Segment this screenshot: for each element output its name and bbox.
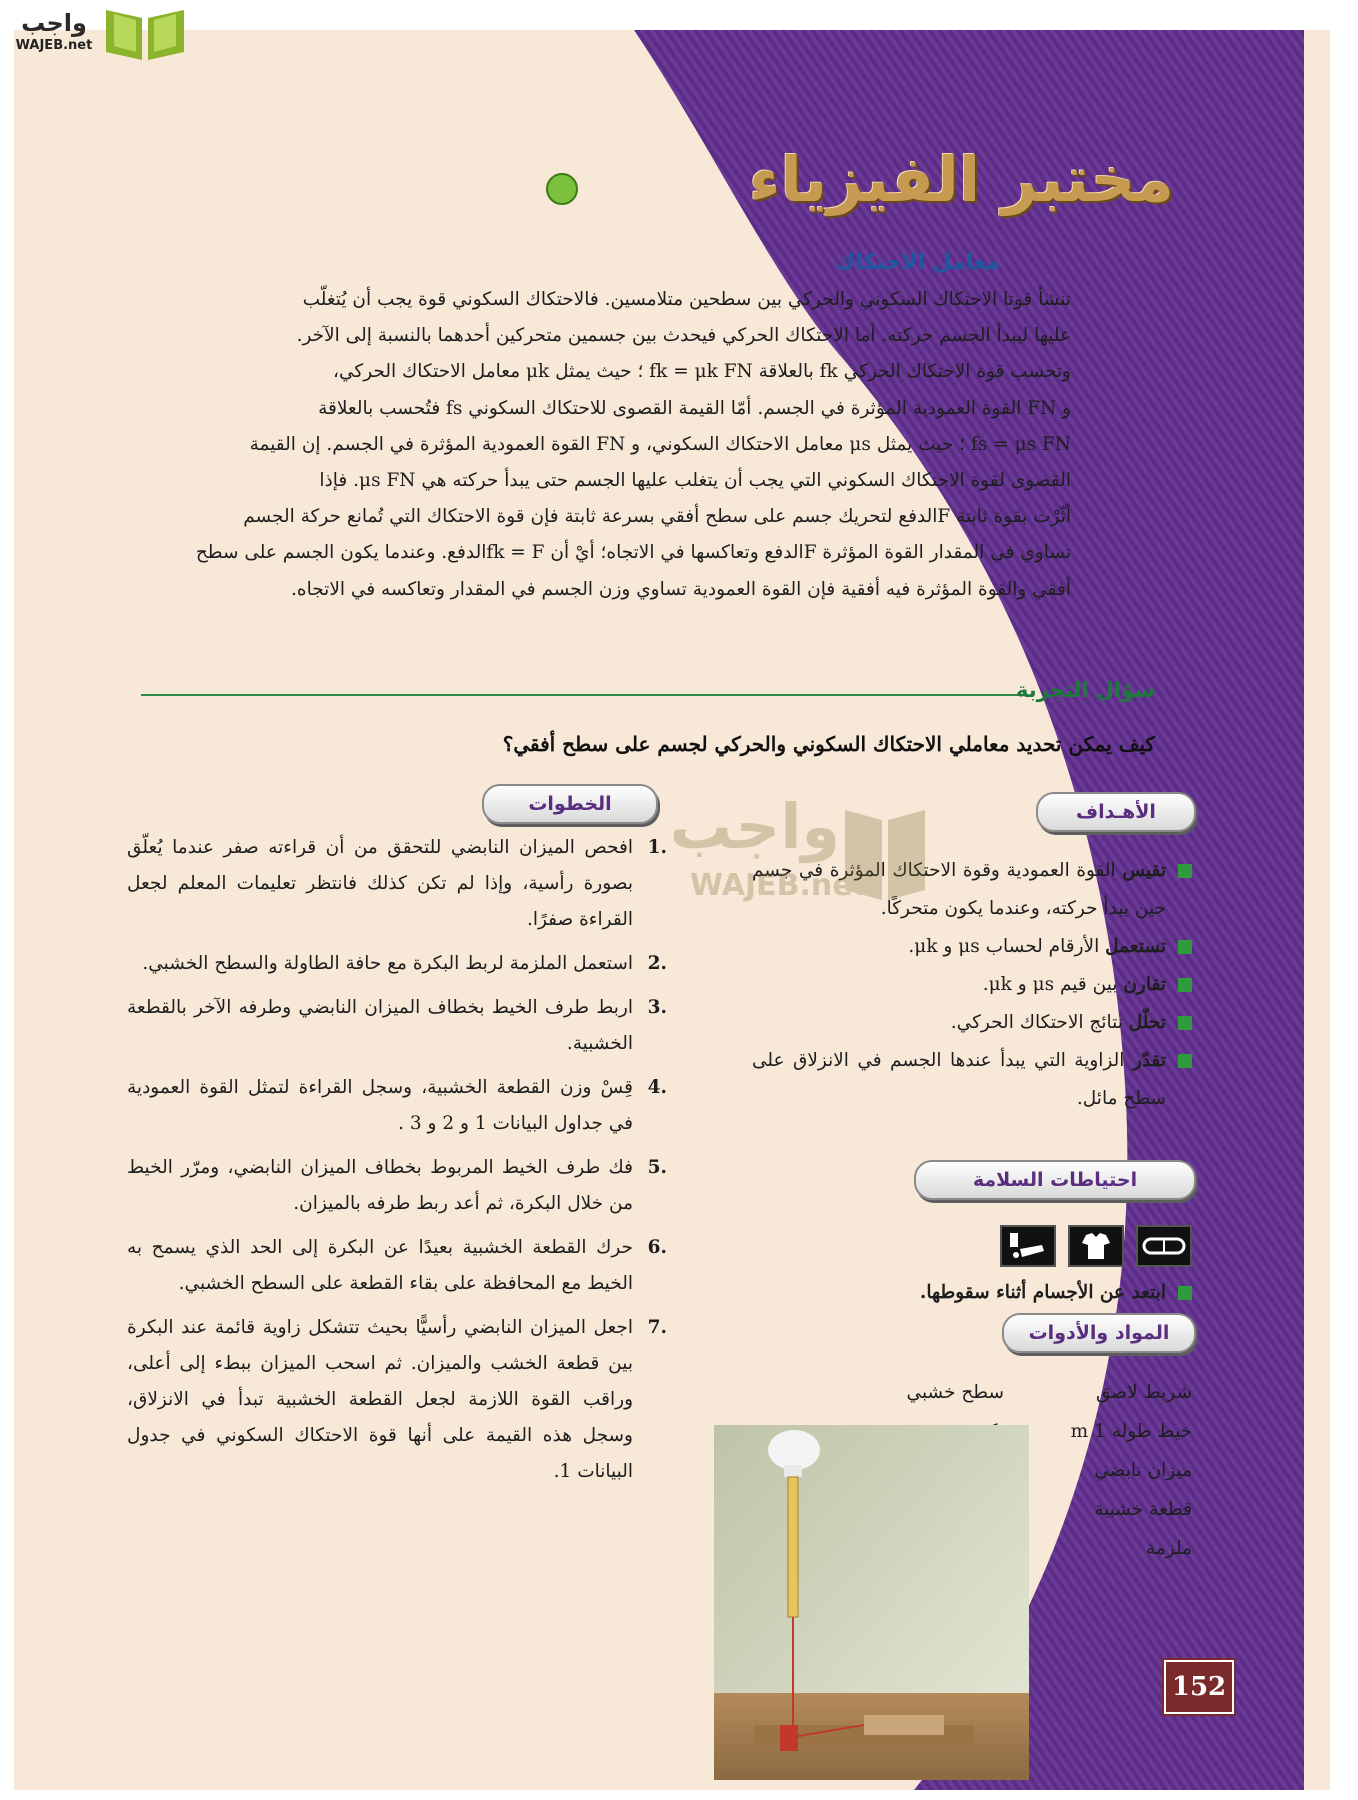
step-number: .6 xyxy=(647,1237,667,1258)
intro-line: وتحسب قوة الاحتكاك الحركي fk بالعلاقة fk = μk FN ؛ حيث يمثل μk معامل الاحتكاك الحركي، xyxy=(333,361,1071,383)
experiment-photo xyxy=(714,1425,1029,1780)
objective-item xyxy=(752,966,1192,1004)
step-item xyxy=(127,830,667,938)
safety-note xyxy=(752,1275,1192,1311)
intro-line: القصوى لقوة الاحتكاك السكوني التي يجب أن يتغلب عليها الجسم حتى يبدأ حركته هي μs FN. فإذا xyxy=(319,470,1071,492)
intro-line: fs = μs FN ؛ حيث يمثل μs معامل الاحتكاك السكوني، و FN القوة العمودية المؤثرة في الجسم. إن القيمة xyxy=(249,433,1071,455)
step-text: افحص الميزان النابضي للتحقق من أن قراءته صفر عندما يُعلّق بصورة رأسية، وإذا لم تكن كذلك فانتظر تعليمات المعلم لجعل القراءة صفرًا. xyxy=(127,837,633,930)
step-number: .4 xyxy=(647,1077,667,1098)
materials-title: المواد والأدوات xyxy=(1002,1313,1196,1353)
step-item xyxy=(127,946,667,982)
page-number: 152 xyxy=(1164,1660,1234,1714)
step-number: .5 xyxy=(647,1157,667,1178)
objective-verb: تقارن xyxy=(1123,974,1166,995)
objective-text: القوة العمودية وقوة الاحتكاك المؤثرة في جسم حين يبدأ حركته، وعندما يكون متحركًا. xyxy=(752,860,1166,919)
intro-line: تنشأ قوتا الاحتكاك السكوني والحركي بين سطحين متلامسين. فالاحتكاك السكوني قوة يجب أن يُتغلّب xyxy=(302,289,1071,310)
logo-text: واجب xyxy=(21,9,87,37)
book-icon xyxy=(840,800,930,910)
step-text: حرك القطعة الخشبية بعيدًا عن البكرة إلى الحد الذي يسمح به الخيط مع المحافظة على بقاء القطعة على السطح الخشبي. xyxy=(127,1237,633,1294)
steps-title: الخطوات xyxy=(482,784,658,824)
wajeb-logo[interactable] xyxy=(10,4,190,64)
intro-line: أثّرْت بقوة ثابتة Fالدفع لتحريك جسم على سطح أفقي بسرعة ثابتة فإن قوة الاحتكاك التي تُمانع حركة الجسم xyxy=(243,506,1071,528)
objectives-title: الأهـداف xyxy=(1036,792,1196,832)
step-item xyxy=(127,1070,667,1142)
green-square-bullet-icon xyxy=(1178,1054,1192,1068)
material-item: قطعة خشبية xyxy=(1094,1499,1192,1520)
objective-text: الأرقام لحساب μs و μk. xyxy=(908,936,1100,957)
material-item: ميزان نابضي xyxy=(1094,1460,1192,1481)
green-square-bullet-icon xyxy=(1178,940,1192,954)
watermark-sub: WAJEB.net xyxy=(690,868,867,903)
step-number: .7 xyxy=(647,1317,667,1338)
step-number: .3 xyxy=(647,997,667,1018)
green-square-bullet-icon xyxy=(1178,864,1192,878)
experiment-question: كيف يمكن تحديد معاملي الاحتكاك السكوني والحركي لجسم على سطح أفقي؟ xyxy=(502,732,1155,756)
objective-verb: تقيس xyxy=(1122,860,1166,881)
step-text: قِسْ وزن القطعة الخشبية، وسجل القراءة لتمثل القوة العمودية في جداول البيانات 1 و 2 و 3 . xyxy=(127,1077,633,1134)
material-item: ملزمة xyxy=(1145,1538,1192,1559)
step-item xyxy=(127,1310,667,1490)
book-logo-icon xyxy=(104,4,186,62)
green-square-bullet-icon xyxy=(1178,1286,1192,1300)
intro-line: عليها ليبدأ الجسم حركته. أما الاحتكاك الحركي فيحدث بين جسمين متحركين أحدهما بالنسبة إلى الآخر. xyxy=(296,325,1071,347)
goggles-icon xyxy=(1136,1225,1192,1267)
objective-verb: تستعمل xyxy=(1105,936,1166,957)
safety-title: احتياطات السلامة xyxy=(914,1160,1196,1200)
step-item xyxy=(127,1150,667,1222)
intro-paragraph xyxy=(141,282,1071,608)
intro-line: تساوي في المقدار القوة المؤثرة Fالدفع وتعاكسها في الاتجاه؛ أيْ أن fk = Fالدفع. وعندما يكون الجسم على سطح xyxy=(195,542,1071,564)
objective-verb: تقدّر xyxy=(1132,1050,1166,1071)
objective-text: بين قيم μs و μk. xyxy=(982,974,1118,995)
safety-icons xyxy=(996,1225,1192,1265)
intro-line: و FN القوة العمودية المؤثرة في الجسم. أمّا القيمة القصوى للاحتكاك السكوني fs فتُحسب بالعلاقة xyxy=(318,397,1071,419)
lab-title xyxy=(574,135,1174,235)
step-text: اجعل الميزان النابضي رأسيًّا بحيث تتشكل زاوية قائمة عند البكرة بين قطعة الخشب والميزان. ثم اسحب الميزان ببطء إلى أعلى، وراقب القوة اللازمة لجعل القطعة الخشبية تبدأ في الانزلاق، وسجل هذه القيمة على أنها قوة الاحتكاك السكوني في جدول البيانات 1. xyxy=(127,1317,633,1482)
question-divider xyxy=(141,694,1021,696)
logo-sub: WAJEB.net xyxy=(15,38,93,53)
lab-title-text: مختبر الفيزياء xyxy=(748,143,1174,216)
section-heading: معامل الاحتكاك xyxy=(834,250,1000,275)
step-item xyxy=(127,990,667,1062)
hand-wash-icon xyxy=(1000,1225,1056,1267)
step-number: .2 xyxy=(647,953,667,974)
objective-text: الزاوية التي يبدأ عندها الجسم في الانزلاق على سطح مائل. xyxy=(752,1050,1166,1109)
step-text: اربط طرف الخيط بخطاف الميزان النابضي وطرفه الآخر بالقطعة الخشبية. xyxy=(127,997,633,1054)
step-text: استعمل الملزمة لربط البكرة مع حافة الطاولة والسطح الخشبي. xyxy=(142,953,633,974)
material-item: شريط لاصق xyxy=(1096,1382,1192,1403)
steps-list xyxy=(127,830,667,1498)
watermark-text: واجب xyxy=(669,790,840,863)
step-text: فك طرف الخيط المربوط بخطاف الميزان النابضي، ومرّر الخيط من خلال البكرة، ثم أعد ربط طرفه بالميزان. xyxy=(127,1157,633,1214)
green-square-bullet-icon xyxy=(1178,978,1192,992)
objective-text: نتائج الاحتكاك الحركي. xyxy=(950,1012,1123,1033)
objective-item xyxy=(752,1004,1192,1042)
safety-note-text: ابتعد عن الأجسام أثناء سقوطها. xyxy=(919,1282,1166,1303)
objective-verb: تحلّل xyxy=(1128,1012,1166,1033)
clothing-protection-icon xyxy=(1068,1225,1124,1267)
step-item xyxy=(127,1230,667,1302)
objective-item xyxy=(752,1042,1192,1118)
material-item: سطح خشبي xyxy=(906,1382,1004,1403)
intro-line: أفقي والقوة المؤثرة فيه أفقية فإن القوة العمودية تساوي وزن الجسم في المقدار وتعاكسه في الاتجاه. xyxy=(291,578,1071,600)
wajeb-watermark xyxy=(669,790,930,950)
green-square-bullet-icon xyxy=(1178,1016,1192,1030)
step-number: .1 xyxy=(647,837,667,858)
material-item: خيط طوله 1 m xyxy=(1070,1421,1192,1442)
green-bullet-icon xyxy=(546,173,578,205)
materials-list-a xyxy=(1034,1373,1192,1568)
question-heading: سؤال التجربة xyxy=(1015,678,1155,702)
